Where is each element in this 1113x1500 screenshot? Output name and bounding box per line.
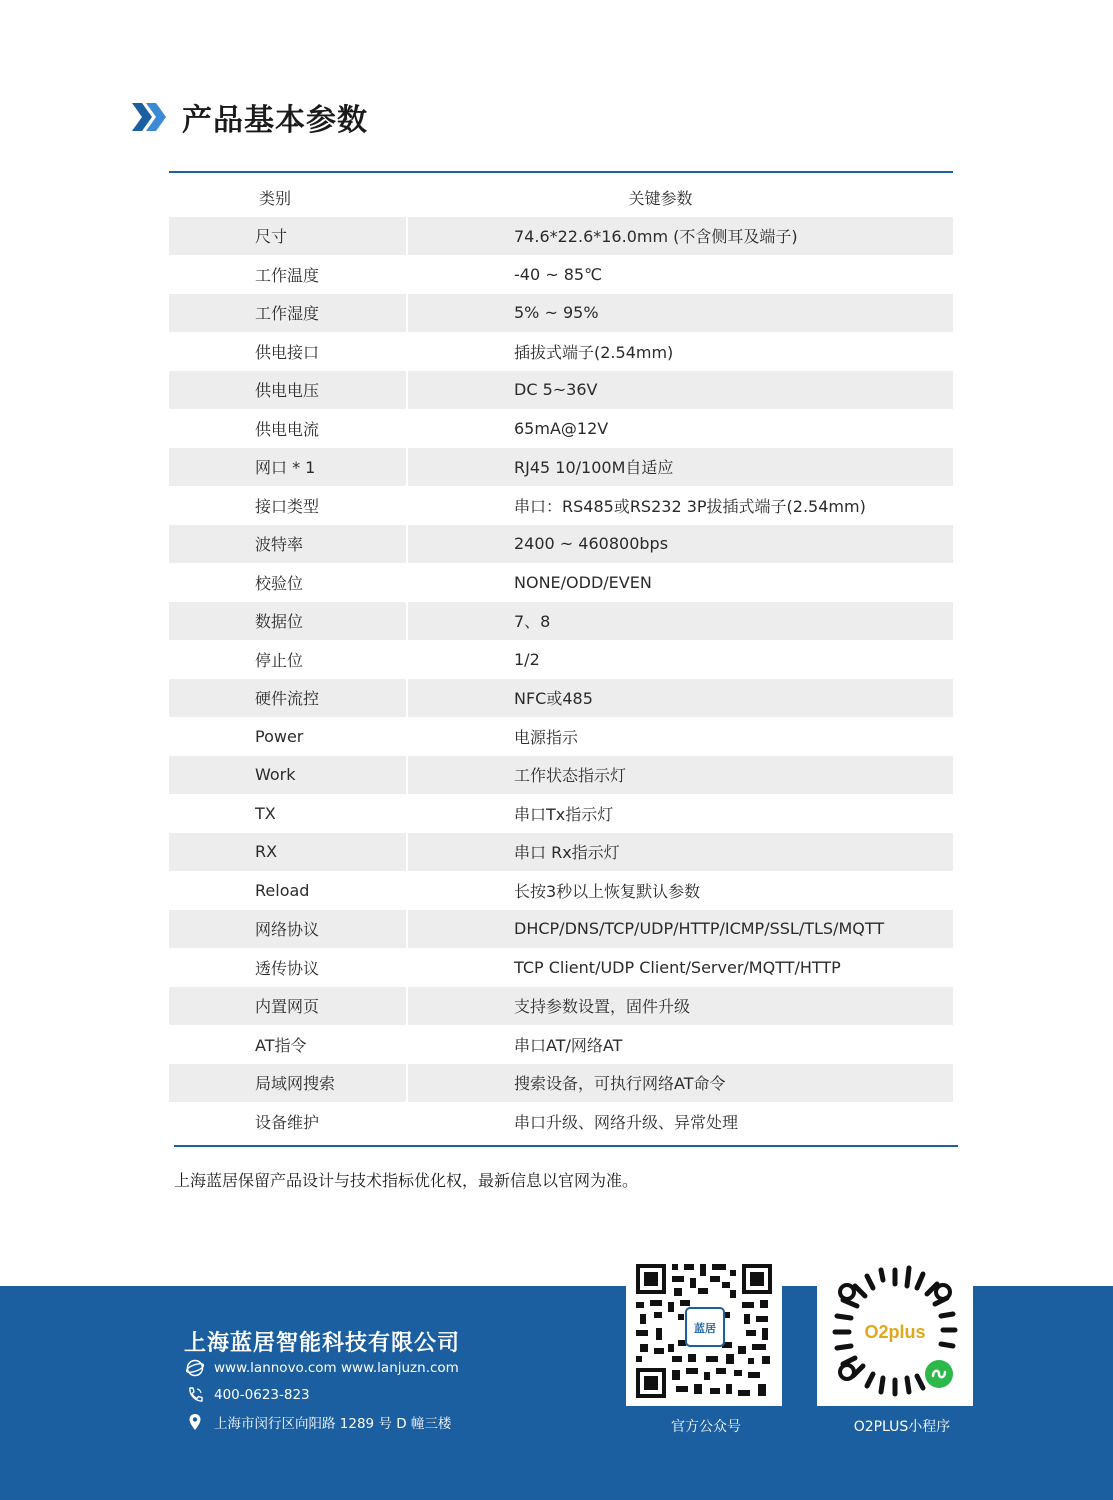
header-params: 关键参数 (628, 188, 693, 208)
table-row (169, 602, 953, 641)
table-row (169, 448, 953, 487)
table-row (169, 409, 953, 448)
table-row (169, 948, 953, 987)
row-category: 设备维护 (169, 1102, 408, 1141)
section-title (132, 95, 368, 139)
row-category: 供电接口 (169, 332, 408, 371)
row-value: 串口升级、网络升级、异常处理 (514, 1112, 739, 1132)
row-category: Power (169, 717, 408, 756)
qr-code-image (626, 1256, 782, 1406)
qr-official-account (626, 1256, 782, 1406)
row-value: NFC或485 (514, 689, 593, 709)
row-value: 串口 Rx指示灯 (514, 843, 620, 863)
row-category: 接口类型 (169, 486, 408, 525)
table-bottom-rule (174, 1145, 958, 1147)
row-value: 插拔式端子(2.54mm) (514, 342, 674, 362)
table-row (169, 794, 953, 833)
row-category: 供电电压 (169, 371, 408, 410)
row-value: 5% ~ 95% (514, 303, 599, 323)
table-row (169, 679, 953, 718)
row-value: 7、8 (514, 612, 551, 632)
row-category: 透传协议 (169, 948, 408, 987)
row-value: -40 ~ 85℃ (514, 264, 603, 284)
row-category: 工作湿度 (169, 294, 408, 333)
qr-label-mini-program: O2PLUS小程序 (853, 1419, 951, 1435)
table-row (169, 525, 953, 564)
qr-label-official-account: 官方公众号 (671, 1419, 741, 1435)
table-row (169, 332, 953, 371)
row-value: 搜索设备，可执行网络AT命令 (514, 1074, 726, 1094)
o2plus-logo-text: O2plus (864, 1322, 926, 1342)
row-category: Work (169, 756, 408, 795)
table-row (169, 833, 953, 872)
website-text[interactable]: www.lannovo.com www.lanjuzn.com (214, 1360, 459, 1376)
table-row (169, 486, 953, 525)
row-value: TCP Client/UDP Client/Server/MQTT/HTTP (514, 957, 841, 977)
row-category: 网口 * 1 (169, 448, 408, 487)
website-line (186, 1357, 459, 1379)
row-value: 74.6*22.6*16.0mm (不含侧耳及端子) (514, 227, 798, 247)
header-category: 类别 (169, 178, 408, 217)
row-value: 工作状态指示灯 (514, 766, 627, 786)
company-name: 上海蓝居智能科技有限公司 (184, 1331, 461, 1356)
phone-text[interactable]: 400-0623-823 (214, 1387, 310, 1403)
table-row (169, 217, 953, 256)
row-category: 停止位 (169, 640, 408, 679)
row-value: 串口AT/网络AT (514, 1035, 623, 1055)
table-row (169, 294, 953, 333)
row-value: 2400 ~ 460800bps (514, 534, 669, 554)
double-chevron-icon (132, 99, 168, 135)
row-value: RJ45 10/100M自适应 (514, 458, 674, 478)
page-title: 产品基本参数 (182, 103, 368, 138)
row-category: 网络协议 (169, 910, 408, 949)
row-category: 尺寸 (169, 217, 408, 256)
qr-logo-text: 蓝居 (694, 1323, 716, 1335)
row-category: 校验位 (169, 563, 408, 602)
table-row (169, 1025, 953, 1064)
row-value: 1/2 (514, 649, 540, 669)
row-value: 支持参数设置，固件升级 (514, 997, 691, 1017)
row-category: 局域网搜索 (169, 1064, 408, 1103)
table-row (169, 1102, 953, 1141)
row-value: DC 5~36V (514, 380, 598, 400)
disclaimer-text: 上海蓝居保留产品设计与技术指标优化权，最新信息以官网为准。 (174, 1171, 639, 1190)
row-category: 内置网页 (169, 987, 408, 1026)
phone-line (186, 1384, 310, 1406)
spec-table (169, 178, 953, 1141)
location-pin-icon (186, 1413, 204, 1431)
table-row (169, 640, 953, 679)
row-value: 串口Tx指示灯 (514, 804, 614, 824)
phone-icon (186, 1386, 204, 1404)
row-category: RX (169, 833, 408, 872)
row-category: 工作温度 (169, 255, 408, 294)
table-row (169, 563, 953, 602)
table-row (169, 756, 953, 795)
table-row (169, 871, 953, 910)
table-row (169, 371, 953, 410)
row-value: DHCP/DNS/TCP/UDP/HTTP/ICMP/SSL/TLS/MQTT (514, 919, 885, 939)
row-category: Reload (169, 871, 408, 910)
row-category: 硬件流控 (169, 679, 408, 718)
table-row (169, 717, 953, 756)
table-top-rule (169, 171, 953, 173)
row-category: TX (169, 794, 408, 833)
qr-mini-program (817, 1256, 973, 1406)
row-value: 电源指示 (514, 727, 579, 747)
row-value: NONE/ODD/EVEN (514, 572, 652, 592)
table-row (169, 910, 953, 949)
table-row (169, 255, 953, 294)
table-row (169, 1064, 953, 1103)
row-category: 波特率 (169, 525, 408, 564)
row-category: 供电电流 (169, 409, 408, 448)
row-category: AT指令 (169, 1025, 408, 1064)
row-value: 65mA@12V (514, 418, 609, 438)
row-value: 串口：RS485或RS232 3P拔插式端子(2.54mm) (514, 496, 866, 516)
row-category: 数据位 (169, 602, 408, 641)
address-line (186, 1411, 451, 1433)
row-value: 长按3秒以上恢复默认参数 (514, 881, 701, 901)
mini-program-code-image (817, 1256, 973, 1406)
globe-icon (186, 1359, 204, 1377)
table-header-row (169, 178, 953, 217)
table-row (169, 987, 953, 1026)
address-text: 上海市闵行区向阳路 1289 号 D 幢三楼 (214, 1416, 452, 1432)
